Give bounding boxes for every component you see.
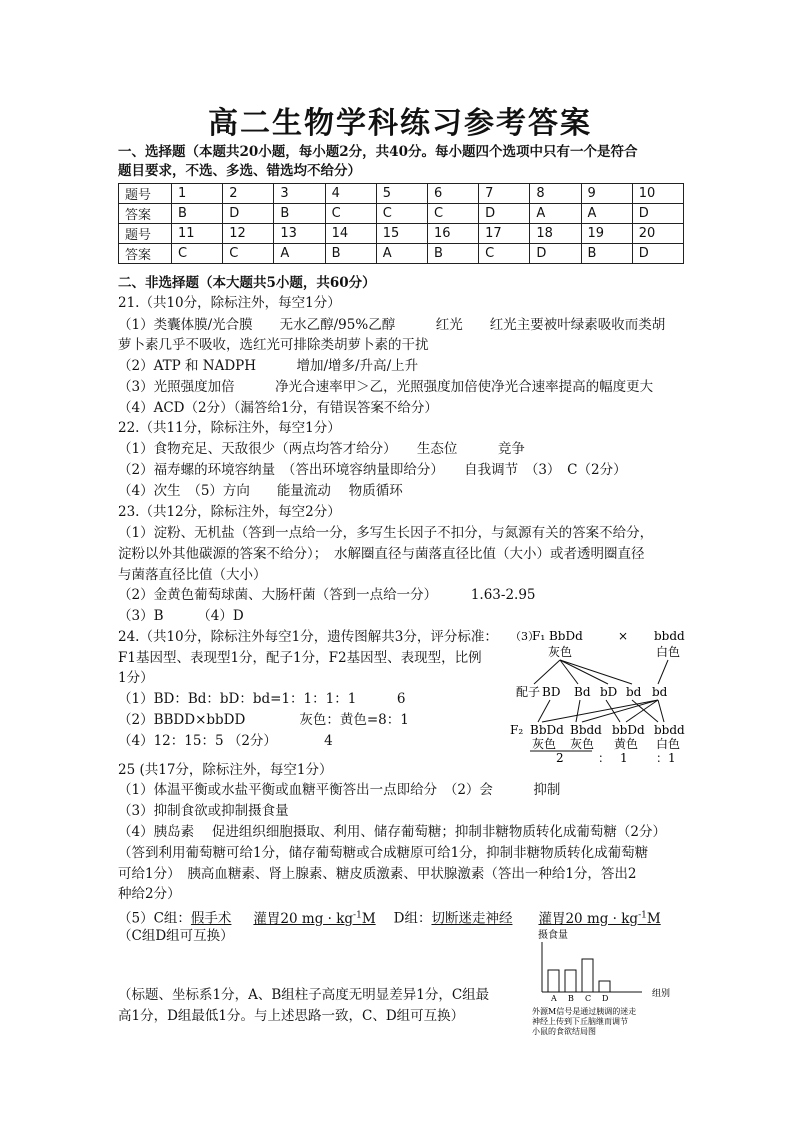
q23-line4: （2）金黄色葡萄球菌、大肠杆菌（答到一点给一分） 1.63-2.95 [118,587,536,603]
diagram-parent1-phenotype: 灰色 [548,645,573,659]
q22-line2: （2）福寿螺的环境容纳量 （答出环境容纳量即给分） 自我调节 （3） C（2分） [118,462,627,478]
answer-table-row-label: 答案 [119,244,172,264]
q21-line5: （4）ACD（2分）（漏答给1分，有错误答案不给分） [118,400,438,416]
part1-desc2: 题目要求，不选、多选、错选均不给分） [118,163,361,179]
answer-table-cell: A [581,204,632,224]
chart-bar-A [548,970,559,992]
answer-table-cell: A [376,244,427,264]
part1-intro [118,143,637,161]
answer-table-cell: C [376,204,427,224]
answer-table-row [119,204,684,224]
page-title: 高二生物学科练习参考答案 [208,106,592,141]
chart-tick-label: A [551,994,557,1003]
f2-phenotype-1: 灰色 [532,737,557,751]
genetic-cross-diagram [508,626,698,764]
chart-bar-B [565,970,576,992]
q21-line1: （1）类囊体膜/光合膜 无水乙醇/95%乙醇 红光 红光主要被叶绿素吸收而类胡 [118,317,666,333]
gamete-bd3: bD [600,685,618,699]
diagram-parent2-phenotype: 白色 [656,645,681,659]
answer-table-cell: 18 [530,224,581,244]
chart-caption-1: 外源M信号是通过胰调的迷走 [532,1007,637,1016]
q25-head: 25 (共17分，除标注外，每空1分） [118,762,333,778]
f2-genotype-3: bbDd [612,723,645,737]
q25-c-label: （5）C组： [118,910,191,927]
chart-bar-D [599,981,610,992]
answer-table-cell: 19 [581,224,632,244]
f2-phenotype-3: 黄色 [614,737,639,751]
q25-line9: （标题、坐标系1分，A、B组柱子高度无明显差异1分，C组最 [118,987,490,1003]
q25-line8: （C组D组可互换） [118,928,234,944]
answer-table-cell: C [325,204,376,224]
q23-line5: （3）B （4）D [118,608,244,624]
q25-c-treatment: 假手术 [190,910,232,927]
f2-genotype-2: Bbdd [570,723,602,737]
q22-head: 22.（共11分，除标注外，每空1分） [118,420,341,436]
answer-table-cell: B [581,244,632,264]
q23-line2: 淀粉以外其他碳源的答案不给分）； 水解圈直径与菌落直径比值（大小）或者透明圈直径 [118,546,645,562]
q25-line2: （3）抑制食欲或抑制摄食量 [118,803,289,819]
q24-line1: F1基因型、表现型1分，配子1分，F2基因型、表现型，比例 [118,650,482,666]
f2-lines [538,700,664,722]
chart-tick-label: B [568,994,574,1003]
f2-label: F₂ [510,723,524,737]
q25-d-label: D组： [393,910,432,927]
answer-table-cell: B [274,204,325,224]
gamete-bd1: BD [542,685,561,699]
q22-line1: （1）食物充足、天敌很少（两点均答才给分） 生态位 竞争 [118,441,525,457]
q25-c-dose [253,911,375,927]
answer-table-cell: 6 [427,184,478,204]
answer-table-cell: A [274,244,325,264]
answer-table-cell: 1 [172,184,223,204]
q21-line3: （2）ATP 和 NADPH 增加/增多/升高/上升 [118,358,419,374]
q21-line2: 萝卜素几乎不吸收，选红光可排除类胡萝卜素的干扰 [118,337,429,353]
ratio-3: ：1 [656,751,676,764]
q25-line6: 种给2分） [118,886,181,902]
answer-table-cell: A [530,204,581,224]
q25-c-dose-text: 灌胃20 mg · kg [253,910,354,927]
answer-table-cell: 16 [427,224,478,244]
q25-line5: 可给1分） 胰高血糖素、肾上腺素、糖皮质激素、甲状腺激素（答出一种给1分，答出2 [118,866,637,882]
answer-table-cell: C [172,244,223,264]
answer-table-cell: B [172,204,223,224]
chart-y-label: 摄食量 [538,930,568,941]
answer-table-row [119,244,684,264]
answer-table-cell: 10 [632,184,683,204]
chart-tick-label: D [602,994,609,1003]
gamete-bd4: bd [626,685,642,699]
answer-table [118,183,684,264]
diagram-cross-symbol: × [618,629,629,643]
answer-table-cell: D [632,244,683,264]
answer-table-cell: 3 [274,184,325,204]
q24-line4: （2）BBDD×bbDD 灰色：黄色=8：1 [118,712,409,728]
q21-line4: （3）光照强度加倍 净光合速率甲＞乙，光照强度加倍使净光合速率提高的幅度更大 [118,379,654,395]
q24-line3: （1）BD：Bd：bD：bd=1：1：1：1 6 [118,691,406,707]
answer-table-cell: 12 [223,224,274,244]
answer-table-cell: 17 [479,224,530,244]
chart-x-label: 组别 [652,989,671,999]
answer-table-cell: 4 [325,184,376,204]
q25-line4: （答到利用葡萄糖可给1分，储存葡萄糖或合成糖原可给1分，抑制非糖物质转化成葡萄糖 [118,845,649,861]
part1-heading: 一、选择题 [118,144,186,160]
ratio-sep: ： [598,751,611,764]
q25-d-treatment: 切断迷走神经 [431,910,513,927]
answer-table-cell: C [223,244,274,264]
chart-caption-2: 神经上传到下丘脑继而调节 [532,1017,628,1026]
part1-desc1: （本题共20小题，每小题2分，共40分。每小题四个选项中只有一个是符合 [185,144,638,160]
answer-table-cell: C [479,244,530,264]
gamete-bd5: bd [652,685,668,699]
f2-genotype-4: bbdd [654,723,685,737]
q25-c-dose-exp: -1 [353,910,362,920]
answer-table-cell: 15 [376,224,427,244]
answer-table-cell: D [632,204,683,224]
answer-table-cell: 9 [581,184,632,204]
answer-table-cell: 8 [530,184,581,204]
q25-line7 [118,906,661,928]
answer-table-cell: 7 [479,184,530,204]
part2-heading: 二、非选择题（本大题共5小题，共60分） [118,275,376,291]
q21-head: 21.（共10分，除标注外，每空1分） [118,295,341,311]
answer-table-row-label: 题号 [119,184,172,204]
gamete-lines [534,660,668,684]
answer-table-cell: 14 [325,224,376,244]
q25-line10: 高1分，D组最低1分。与上述思路一致，C、D组可互换） [118,1008,465,1024]
answer-table-cell: 20 [632,224,683,244]
q25-d-dose-m: M [646,910,661,927]
answer-table-cell: D [223,204,274,224]
answer-table-cell: B [427,244,478,264]
ratio-1: 2 [556,751,564,764]
q23-head: 23.（共12分，除标注外，每空2分） [118,504,341,520]
diagram-parent1: F₁ BbDd [532,629,583,643]
q25-d-dose-text: 灌胃20 mg · kg [538,910,639,927]
chart-caption-3: 小鼠的食欲结局图 [532,1027,596,1036]
answer-table-row-label: 答案 [119,204,172,224]
gamete-label: 配子 [516,685,541,699]
q25-line1: （1）体温平衡或水盐平衡或血糖平衡答出一点即给分 （2）会 抑制 [118,782,561,798]
answer-table-cell: D [479,204,530,224]
answer-table-cell: B [325,244,376,264]
q25-c-dose-m: M [361,910,376,927]
answer-table-cell: 5 [376,184,427,204]
q25-line3: （4）胰岛素 促进组织细胞摄取、利用、储存葡萄糖；抑制非糖物质转化成葡萄糖（2分） [118,824,666,840]
answer-table-cell: 2 [223,184,274,204]
chart-bar-C [582,959,593,992]
diagram-parent2: bbdd [654,629,685,643]
f2-genotype-1: BbDd [530,723,564,737]
q22-line3: （4）次生 （5）方向 能量流动 物质循环 [118,483,403,499]
chart-tick-label: C [585,994,592,1003]
q23-line3: 与菌落直径比值（大小） [118,567,267,583]
q25-d-dose [538,911,660,927]
answer-table-cell: D [530,244,581,264]
q24-line2: 1分） [118,670,154,686]
diagram-question-number: （3） [510,630,539,643]
q24-head: 24.（共10分，除标注外每空1分，遗传图解共3分，评分标准： [118,629,498,645]
f2-phenotype-2: 灰色 [570,737,595,751]
answer-table-row-label: 题号 [119,224,172,244]
q24-line5: （4）12：15：5 （2分） 4 [118,733,333,749]
f2-phenotype-4: 白色 [656,737,681,751]
answer-table-row [119,224,684,244]
ratio-2: 1 [620,751,628,764]
gamete-bd2: Bd [574,685,591,699]
answer-table-cell: 11 [172,224,223,244]
q25-d-dose-exp: -1 [638,910,647,920]
answer-table-cell: C [427,204,478,224]
food-intake-bar-chart [530,926,700,1044]
answer-table-cell: 13 [274,224,325,244]
answer-table-row [119,184,684,204]
q23-line1: （1）淀粉、无机盐（答到一点给一分，多写生长因子不扣分，与氮源有关的答案不给分， [118,525,654,541]
